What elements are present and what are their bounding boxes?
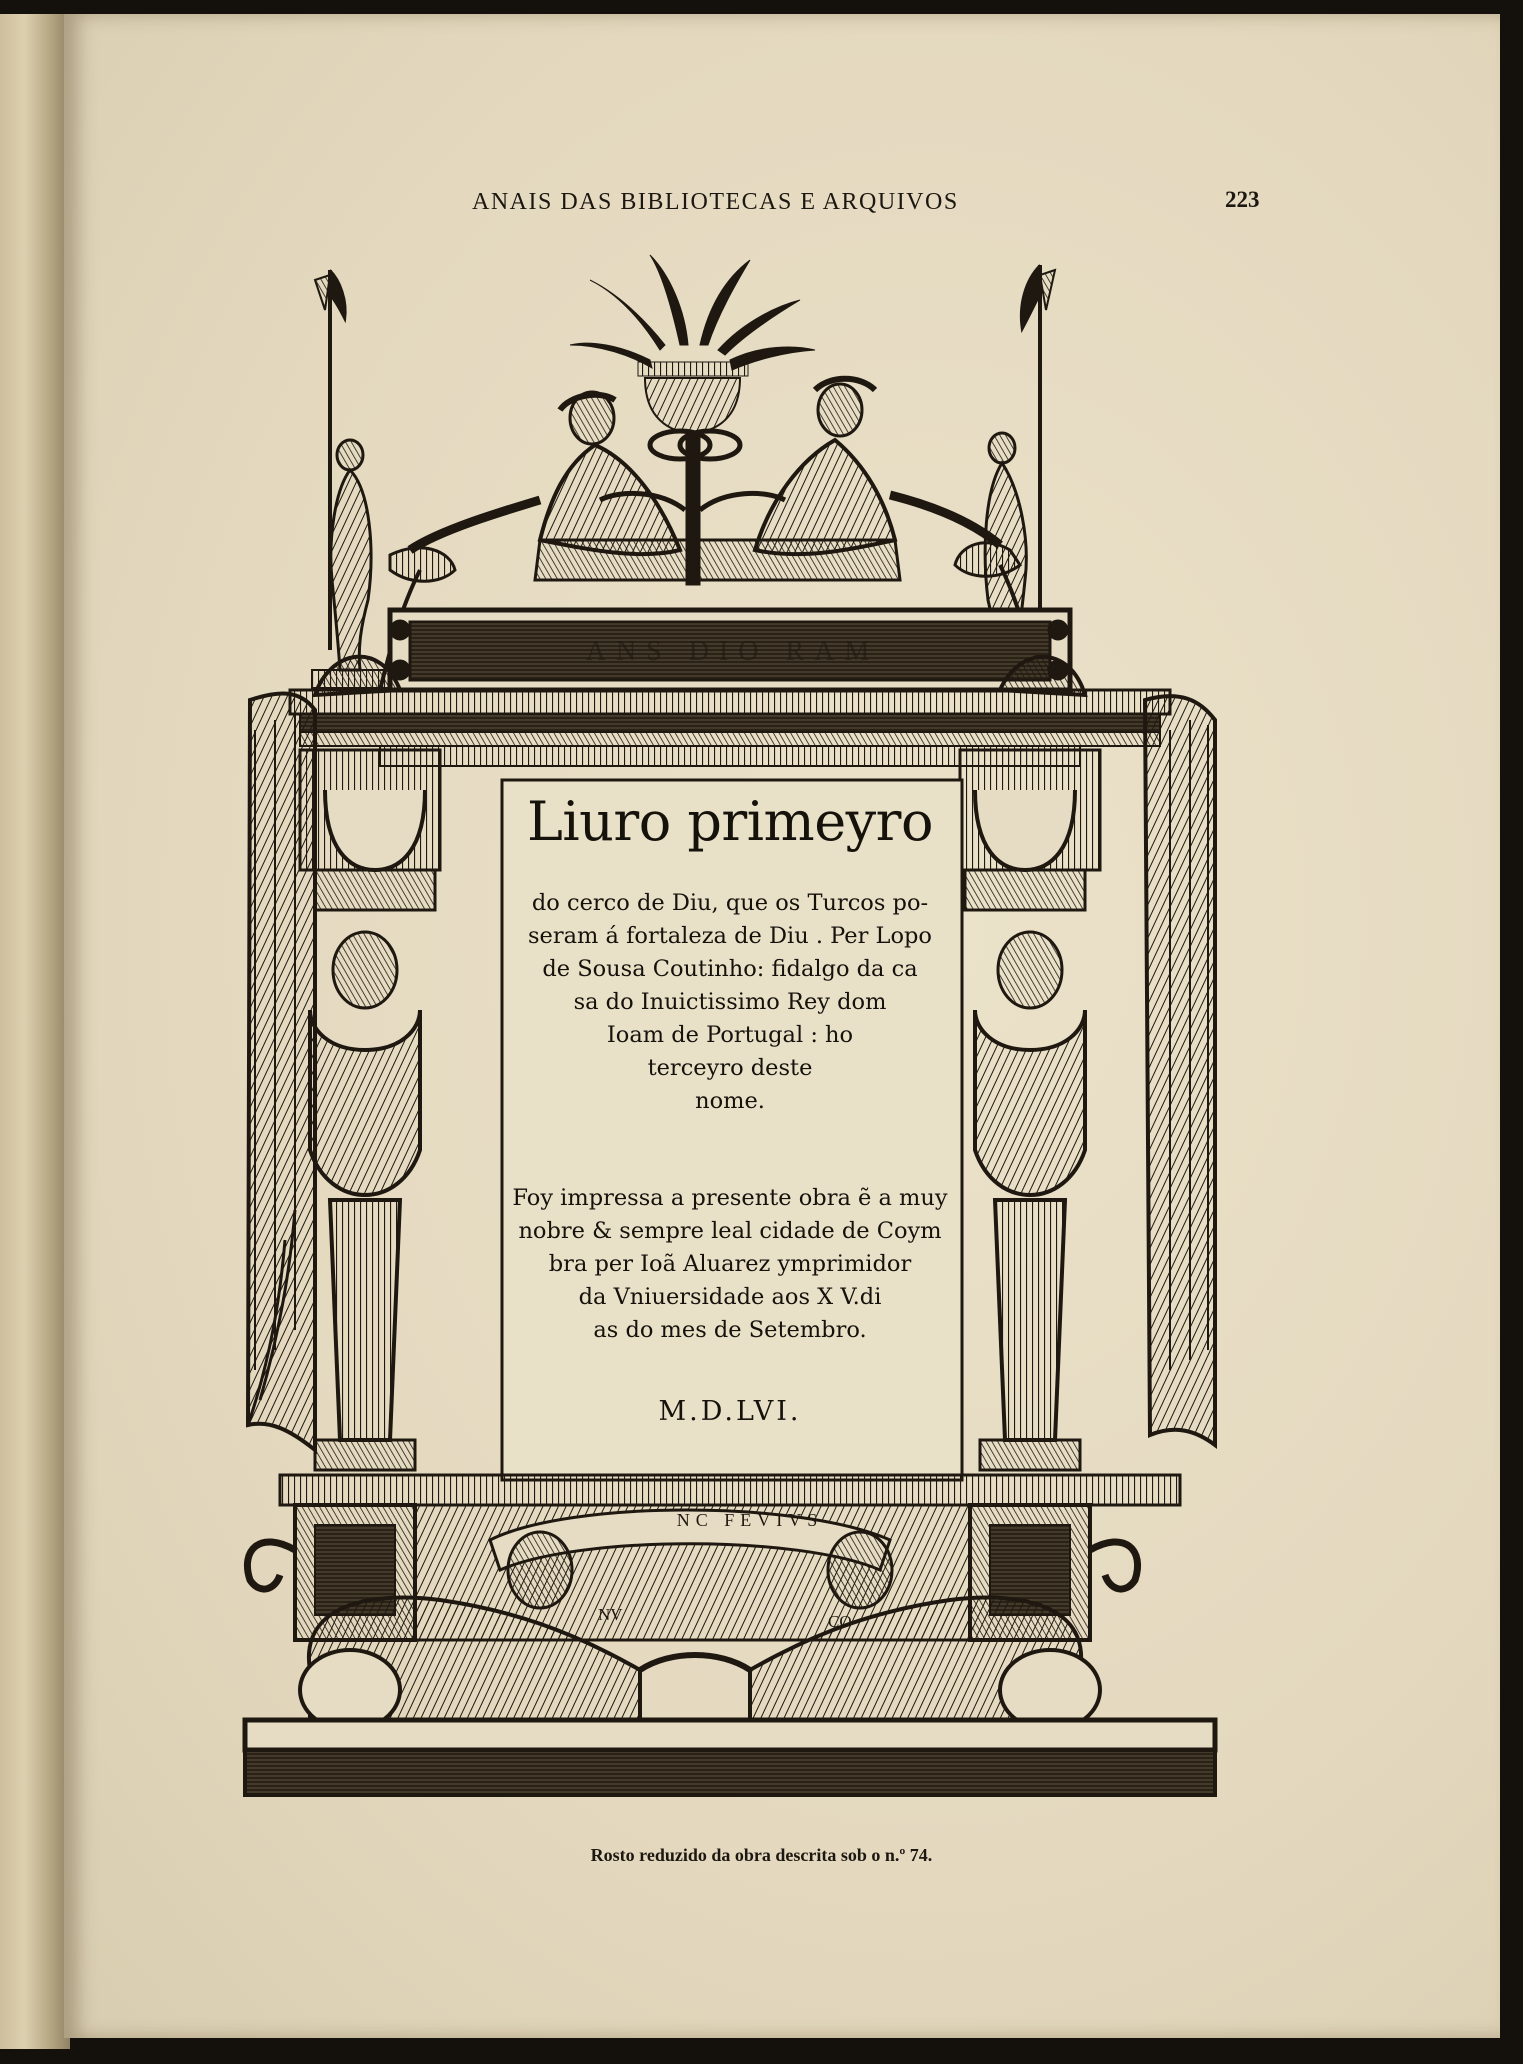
colophon-line: as do mes de Setembro. xyxy=(593,1317,867,1343)
top-panel-motto: ANS DIO RAM xyxy=(585,636,880,667)
figure-caption: Rosto reduzido da obra descrita sob o n.º 74. xyxy=(590,1845,933,1865)
description-line: do cerco de Diu, que os Turcos po- xyxy=(531,890,929,916)
standing-statuette-left xyxy=(312,270,392,688)
description-line: terceyro deste xyxy=(647,1055,813,1081)
imprint-date: M.D.LVI. xyxy=(658,1396,802,1427)
description-line: Ioam de Portugal : ho xyxy=(606,1022,854,1048)
colophon-line: da Vniuersidade aos X V.di xyxy=(578,1284,882,1310)
colophon-line: nobre & sempre leal cidade de Coym xyxy=(518,1218,942,1244)
right-curtain xyxy=(1145,696,1215,1445)
description-line: sa do Inuictissimo Rey dom xyxy=(573,989,887,1015)
right-column xyxy=(960,750,1100,1470)
colophon-line: bra per Ioã Aluarez ymprimidor xyxy=(548,1251,912,1277)
page-number: 223 xyxy=(1225,187,1260,212)
title-page-text xyxy=(505,790,955,1490)
book-spine xyxy=(0,14,70,2049)
colophon-line: Foy impressa a presente obra ẽ a muy xyxy=(512,1185,948,1211)
description-line: seram á fortaleza de Diu . Per Lopo xyxy=(528,923,932,949)
bottom-letters-right: CO xyxy=(828,1612,852,1631)
bottom-letters-left: NV xyxy=(598,1605,623,1624)
left-column xyxy=(300,750,440,1470)
book-title: Liuro primeyro xyxy=(526,790,934,853)
description-line: de Sousa Coutinho: fidalgo da ca xyxy=(542,956,918,982)
bottom-banner-motto: NC FEVIVS xyxy=(676,1510,824,1530)
description-line: nome. xyxy=(695,1088,765,1114)
running-title: ANAIS DAS BIBLIOTECAS E ARQUIVOS xyxy=(472,189,959,215)
